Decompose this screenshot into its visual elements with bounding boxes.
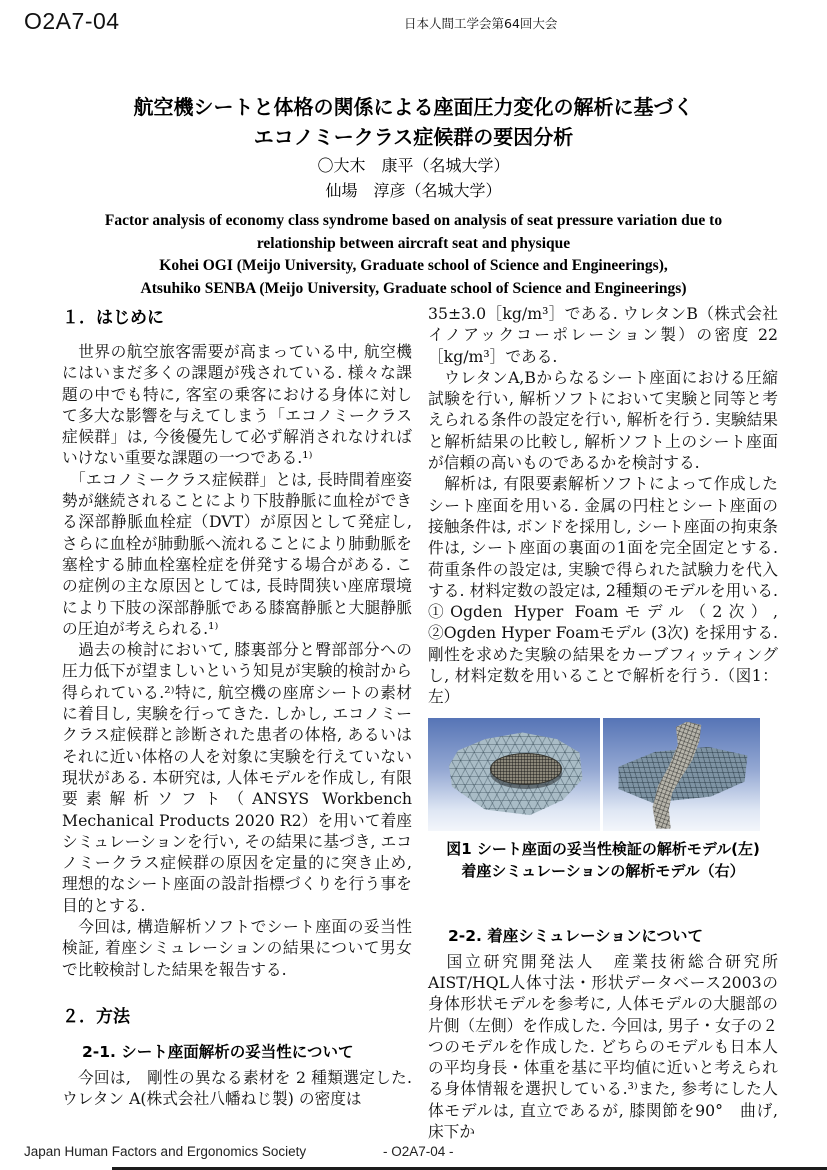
paragraph-method-2: 35±3.0［kg/m³］である. ウレタンB（株式会社イノアックコーポレーション製）の密度 22［kg/m³］である. [428,304,778,366]
author-2: 仙場 淳彦（名城大学） [325,181,502,200]
paper-title-en-line2: relationship between aircraft seat and physique [256,234,571,252]
section-2-heading: ２．方法 [62,1006,130,1027]
section-2-1-heading: 2-1. シート座面解析の妥当性について [82,1042,354,1061]
paper-title-en-line1: Factor analysis of economy class syndrome based on analysis of seat pressure variation due to [104,212,723,229]
seating-simulation-model-image [603,718,760,831]
paragraph-intro-2: 「エコノミークラス症候群」とは, 長時間着座姿勢が継続されることにより下肢静脈に血栓ができる深部静脈血栓症（DVT）が原因として発症し, さらに血栓が肺動脈へ流れることにより肺動脈を塞栓する肺血栓塞栓症を併発する場合がある. この症例の主な原因としては, 長時間狭い座席環境により下肢の深部静脈である膝窩静脈と大腿静脈の圧迫が考えられる.¹⁾ [62,469,412,638]
page-footer [0,1140,827,1170]
section-1-heading: １．はじめに [62,308,164,328]
right-column [428,303,778,1142]
paragraph-intro-4: 今回は, 構造解析ソフトでシート座面の妥当性検証, 着座シミュレーションの結果について男女で比較検討した結果を報告する. [62,917,412,979]
author-en-1: Kohei OGI (Meijo University, Graduate school of Science and Engineerings), [159,257,668,274]
paragraph-intro-1: 世界の航空旅客需要が高まっている中, 航空機にはいまだ多くの課題が残されている. 様々な課題の中でも特に, 客室の乗客における身体に対して多大な影響を与えてしまう「エコノミークラス症候群」は, 今後優先して必ず解消されなければいけない重要な課題の一つである.¹⁾ [62,342,412,468]
figure-1-images [428,718,778,831]
figure-1-caption-line2: 着座シミュレーションの解析モデル（右） [461,861,745,880]
footer-society-name: Japan Human Factors and Ergonomics Society [24,1144,307,1159]
body-columns [62,303,778,1142]
paragraph-intro-3: 過去の検討において, 膝裏部分と臀部部分への圧力低下が望ましいという知見が実験的検討から得られている.²⁾特に, 航空機の座席シートの素材に着目し, 実験を行ってきた. しかし, エコノミークラス症候群と診断された患者の体格, あるいはそれに近い体格の人を対象に実験を行えていない現状がある. 本研究は, 人体モデルを作成し, 有限要素解析ソフト（ANSYS Workbench Mechanical Products 2020 R2）を用いて着座シミュレーションを行い, その結果に基づき, エコノミークラス症候群の原因を定量的に突き止め, 理想的なシート座面の設計指標づくりを行う事を目的とする. [62,640,412,915]
author-1: 〇大木 康平（名城大学） [317,156,510,175]
spacer [428,882,778,912]
paragraph-method-1: 今回は, 剛性の異なる素材を 2 種類選定した. ウレタン A(株式会社八幡ねじ製) の密度は [62,1067,412,1109]
title-block-en [0,210,827,300]
paper-title-ja-line1: 航空機シートと体格の関係による座面圧力変化の解析に基づく [133,95,694,119]
section-2-2-heading: 2-2. 着座シミュレーションについて [448,926,704,945]
author-en-2: Atsuhiko SENBA (Meijo University, Graduate school of Science and Engineerings) [140,279,687,297]
paragraph-method-4: 解析は, 有限要素解析ソフトによって作成したシート座面を用いる. 金属の円柱とシート座面の接触条件は, ボンドを採用し, シート座面の拘束条件は, シート座面の裏面の1面を完全固定とする. 荷重条件の設定は, 実験で得られた試験力を代入する. 材料定数の設定は, 2種類のモデルを用いる. ①Ogden Hyper Foamモデル（2次）, ②Ogden Hyper Foamモデル (3次) を採用する. 剛性を求めた実験の結果をカーブフィッティングし, 材料定数を用いることで解析を行う.（図1：左） [428,474,778,707]
figure-1-caption-line1: 図1 シート座面の妥当性検証の解析モデル(左) [446,839,760,858]
paragraph-simulation-1: 国立研究開発法人 産業技術総合研究所AIST/HQL人体寸法・形状データベース2003の身体形状モデルを参考に, 人体モデルの大腿部の片側（左側）を作成した. 今回は, 男子・女子の２つのモデルを作成した. どちらのモデルも日本人の平均身長・体重を基に平均値に近いと考えられる身体情報を選択している.³⁾また, 参考にした人体モデルは, 直立であるが, 膝関節を90° 曲げ, 床下か [428,951,778,1142]
paragraph-method-3: ウレタンA,Bからなるシート座面における圧縮試験を行い, 解析ソフトにおいて実験と同等と考えられる条件の設定を行い, 解析を行う. 実験結果と解析結果の比較し, 解析ソフト上のシート座面が信頼の高いものであるかを検討する. [428,367,778,473]
page-header [0,6,827,36]
footer-page-id: - O2A7-04 - [383,1144,454,1159]
fea-validation-model-image [428,718,600,831]
figure-1 [428,718,778,882]
figure-1-caption [428,838,778,882]
metal-cylinder-mesh [490,753,562,785]
title-block [0,92,827,300]
paper-title-ja-line2: エコノミークラス症候群の要因分析 [253,125,574,149]
left-column [62,303,412,1142]
conference-name: 日本人間工学会第64回大会 [404,16,558,31]
paper-id: O2A7-04 [24,8,120,34]
